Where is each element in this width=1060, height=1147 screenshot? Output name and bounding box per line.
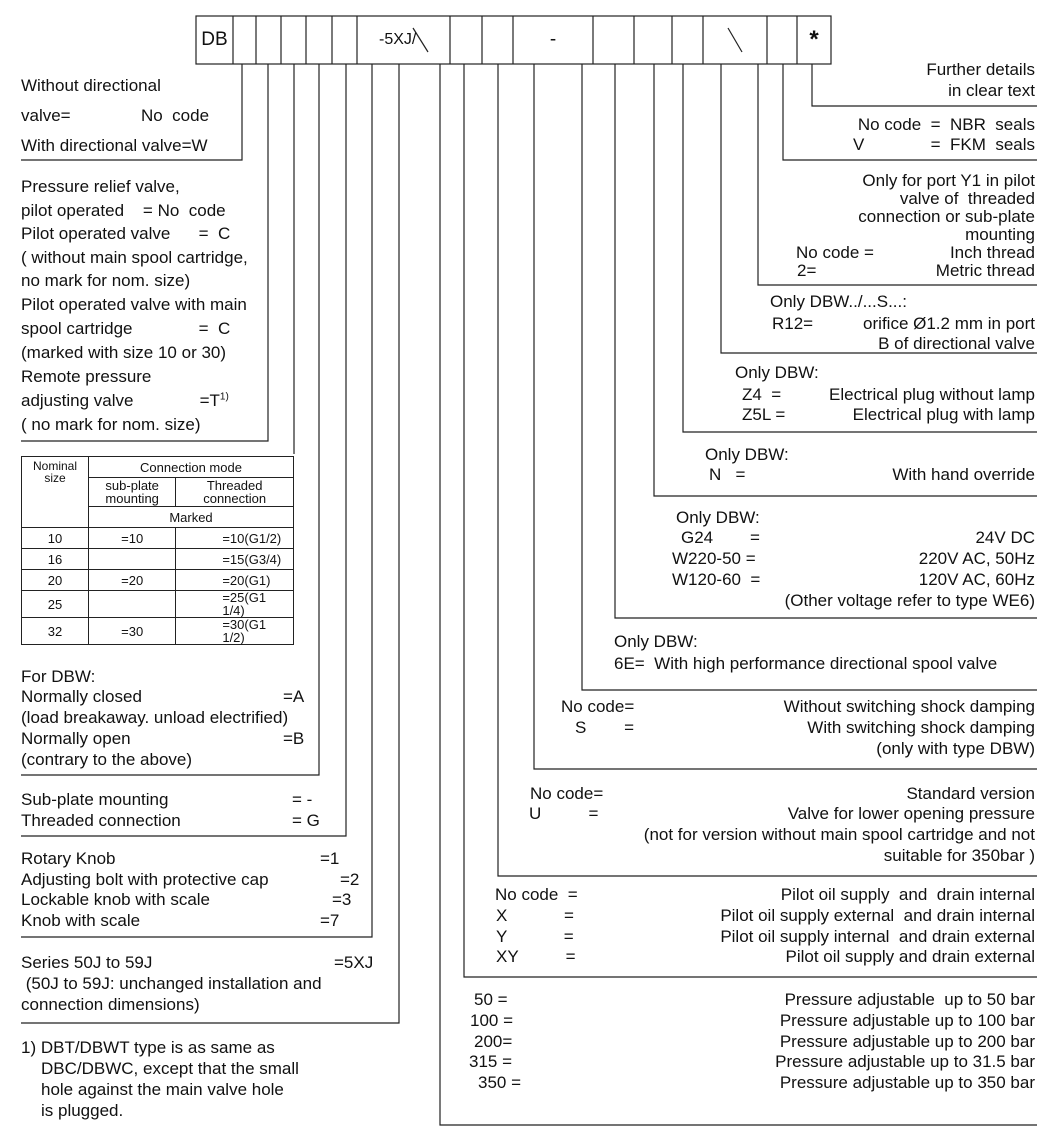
cell-thr: =25(G1 1/4) [176, 591, 294, 618]
cell-sub [89, 591, 176, 618]
cell-thr: =30(G1 1/2) [176, 618, 294, 645]
cell-size: 10 [22, 528, 89, 549]
th-marked: Marked [89, 507, 294, 528]
th-connection-mode: Connection mode [89, 457, 294, 478]
table-row [22, 618, 294, 645]
cell-size: 32 [22, 618, 89, 645]
table-row [22, 528, 294, 549]
code-box-series: -5XJ/ [379, 31, 417, 48]
code-box-db: DB [201, 29, 228, 50]
cell-sub: =30 [89, 618, 176, 645]
table-row [22, 591, 294, 618]
code-box-dash: - [549, 29, 557, 50]
table-row [22, 549, 294, 570]
cell-size: 20 [22, 570, 89, 591]
cell-sub: =20 [89, 570, 176, 591]
cell-sub [89, 549, 176, 570]
cell-size: 16 [22, 549, 89, 570]
cell-thr: =20(G1) [176, 570, 294, 591]
cell-sub: =10 [89, 528, 176, 549]
th-subplate: sub-plate mounting [89, 478, 176, 507]
th-nominal: Nominal size [22, 457, 89, 528]
cell-thr: =10(G1/2) [176, 528, 294, 549]
nominal-size-table [21, 456, 294, 645]
code-box-star: * [809, 26, 819, 53]
cell-thr: =15(G3/4) [176, 549, 294, 570]
th-threaded: Threaded connection [176, 478, 294, 507]
remote-line: adjusting valve $=T^{1)}$ [21, 391, 229, 410]
table-row [22, 570, 294, 591]
cell-size: 25 [22, 591, 89, 618]
